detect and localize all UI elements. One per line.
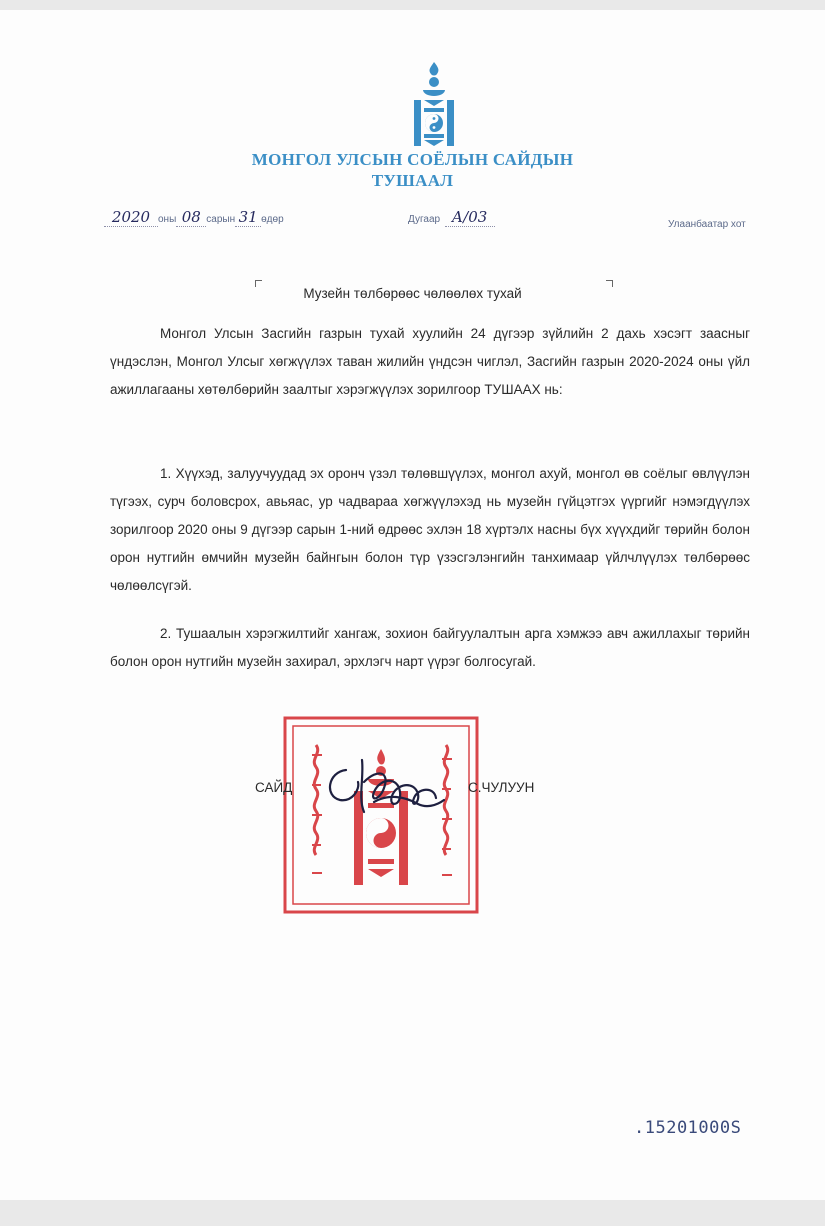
number-label: Дугаар xyxy=(408,214,441,225)
signatory-name: С.ЧУЛУУН xyxy=(468,780,535,795)
item-2-paragraph: 2. Тушаалын хэрэгжилтийг хангаж, зохион байгуулалтын арга хэмжээ авч ажиллахыг төрийн болон орон нутгийн музейн захирал, эрхлэгч нарт үүрэг болгосугай. xyxy=(110,626,750,669)
day-suffix: өдөр xyxy=(261,214,284,225)
date-day: 31 xyxy=(235,208,261,227)
handwritten-signature xyxy=(318,752,458,822)
serial-number: .15201000S xyxy=(634,1118,742,1138)
number-value: А/03 xyxy=(445,208,495,227)
document-page xyxy=(0,10,825,1200)
item-1-paragraph: 1. Хүүхэд, залуучуудад эх оронч үзэл төлөвшүүлэх, монгол ахуй, монгол өв соёлыг өвлүүлэн түгээх, сурч боловсрох, авьяас, ур чадвараа хөгжүүлэхэд нь музейн гүйцэтгэх үүргийг нэмэгдүүлэх зорилгоор 2020 оны 9 дүгээр сарын 1-ний өдрөөс эхлэн 18 хүртэлх насны бүх хүүхдийг төрийн болон орон нутгийн өмчийн музейн байнгын болон түр үзэсгэлэнгийн танхимаар үйлчлүүлэх төлбөрөөс чөлөөлсүгэй. xyxy=(110,466,750,593)
year-suffix: оны xyxy=(158,214,177,225)
date-month: 08 xyxy=(176,208,206,227)
order-date xyxy=(104,208,284,227)
date-year: 2020 xyxy=(104,208,158,227)
soyombo-emblem-icon xyxy=(410,60,458,152)
signatory-title: САЙД xyxy=(255,780,293,795)
intro-paragraph: Монгол Улсын Засгийн газрын тухай хуулийн 24 дүгээр зүйлийн 2 дахь хэсэгт заасныг үндэслэн, Монгол Улсыг хөгжүүлэх таван жилийн үндсэн чиглэл, Засгийн газрын 2020-2024 оны үйл ажиллагааны хөтөлбөрийн заалтыг хэрэгжүүлэх зорилгоор ТУШААХ нь: xyxy=(110,326,750,397)
order-number xyxy=(408,208,495,227)
ministry-title: МОНГОЛ УЛСЫН СОЁЛЫН САЙДЫН xyxy=(251,150,574,169)
order-subject: Музейн төлбөрөөс чөлөөлөх тухай xyxy=(303,286,522,301)
month-suffix: сарын xyxy=(206,214,236,225)
city: Улаанбаатар хот xyxy=(668,219,746,230)
order-title: ТУШААЛ xyxy=(371,171,454,190)
